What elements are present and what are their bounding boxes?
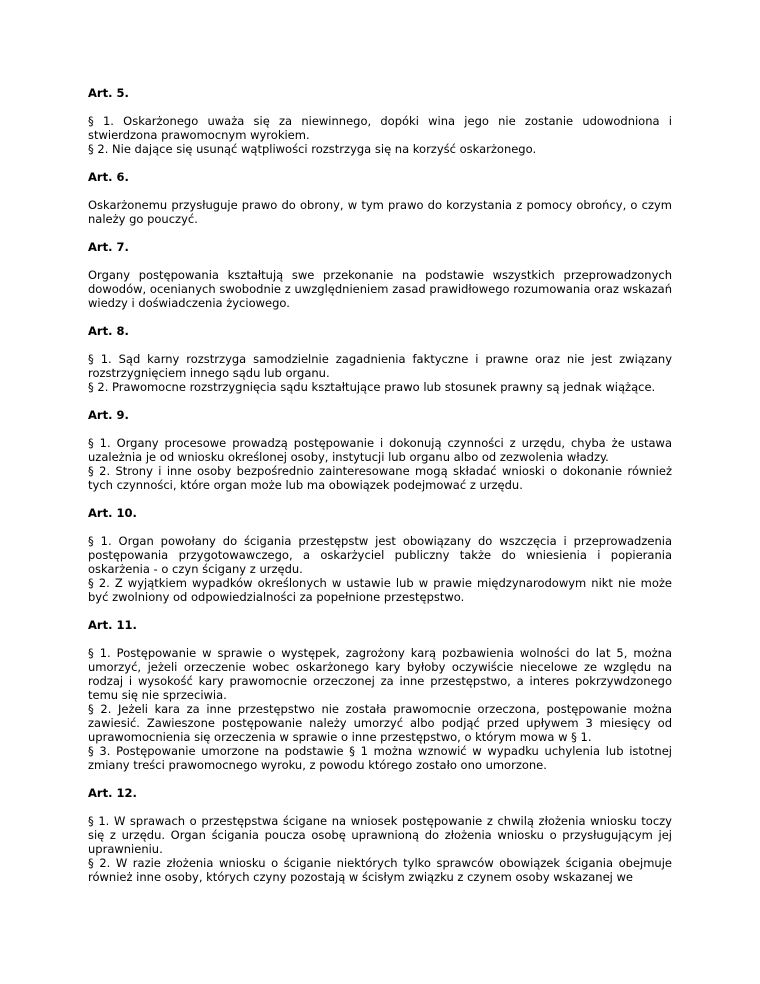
article-8 (88, 324, 672, 394)
paragraph: § 1. W sprawach o przestępstwa ścigane na wniosek postępowanie z chwilą złożenia wniosku toczy się z urzędu. Organ ścigania poucza osobę uprawnioną do złożenia wniosku o przysługującym jej uprawnieniu. (88, 814, 672, 856)
paragraph: § 1. Organ powołany do ścigania przestępstw jest obowiązany do wszczęcia i przeprowadzenia postępowania przygotowawczego, a oskarżyciel publiczny także do wniesienia i popierania oskarżenia - o czyn ścigany z urzędu. (88, 534, 672, 576)
article-title: Art. 12. (88, 786, 137, 800)
paragraph: Oskarżonemu przysługuje prawo do obrony, w tym prawo do korzystania z pomocy obrońcy, o czym należy go pouczyć. (88, 198, 672, 226)
paragraph: § 2. Z wyjątkiem wypadków określonych w ustawie lub w prawie międzynarodowym nikt nie może być zwolniony od odpowiedzialności za popełnione przestępstwo. (88, 576, 672, 604)
paragraph: Organy postępowania kształtują swe przekonanie na podstawie wszystkich przeprowadzonych dowodów, ocenianych swobodnie z uwzględnieniem zasad prawidłowego rozumowania oraz wskazań wiedzy i doświadczenia życiowego. (88, 268, 672, 310)
article-title: Art. 10. (88, 506, 137, 520)
article-6 (88, 170, 672, 226)
article-9 (88, 408, 672, 492)
article-title: Art. 11. (88, 618, 137, 632)
paragraph: § 2. Strony i inne osoby bezpośrednio zainteresowane mogą składać wnioski o dokonanie również tych czynności, które organ może lub ma obowiązek podejmować z urzędu. (88, 464, 672, 492)
article-12 (88, 786, 672, 884)
article-7 (88, 240, 672, 310)
paragraph: § 2. Nie dające się usunąć wątpliwości rozstrzyga się na korzyść oskarżonego. (88, 142, 537, 156)
article-title: Art. 5. (88, 86, 129, 100)
paragraph: § 1. Sąd karny rozstrzyga samodzielnie zagadnienia faktyczne i prawne oraz nie jest związany rozstrzygnięciem innego sądu lub organu. (88, 352, 672, 380)
paragraph: § 2. W razie złożenia wniosku o ściganie niektórych tylko sprawców obowiązek ścigania obejmuje również inne osoby, których czyny pozostają w ścisłym związku z czynem osoby wskazanej we (88, 856, 672, 884)
article-11 (88, 618, 672, 772)
paragraph: § 1. Oskarżonego uważa się za niewinnego, dopóki wina jego nie zostanie udowodniona i stwierdzona prawomocnym wyrokiem. (88, 114, 672, 142)
article-title: Art. 8. (88, 324, 129, 338)
article-5 (88, 86, 672, 156)
paragraph: § 3. Postępowanie umorzone na podstawie § 1 można wznowić w wypadku uchylenia lub istotnej zmiany treści prawomocnego wyroku, z powodu którego zostało ono umorzone. (88, 744, 672, 772)
article-10 (88, 506, 672, 604)
article-title: Art. 6. (88, 170, 129, 184)
paragraph: § 2. Jeżeli kara za inne przestępstwo nie została prawomocnie orzeczona, postępowanie można zawiesić. Zawieszone postępowanie należy umorzyć albo podjąć przed upływem 3 miesięcy od uprawomocnienia się orzeczenia w sprawie o inne przestępstwo, o którym mowa w § 1. (88, 702, 672, 744)
article-title: Art. 7. (88, 240, 129, 254)
paragraph: § 1. Postępowanie w sprawie o występek, zagrożony karą pozbawienia wolności do lat 5, można umorzyć, jeżeli orzeczenie wobec oskarżonego kary byłoby oczywiście niecelowe ze względu na rodzaj i wysokość kary prawomocnie orzeczonej za inne przestępstwo, a interes pokrzywdzonego temu się nie sprzeciwia. (88, 646, 672, 702)
document-page (88, 86, 672, 898)
article-title: Art. 9. (88, 408, 129, 422)
paragraph: § 2. Prawomocne rozstrzygnięcia sądu kształtujące prawo lub stosunek prawny są jednak wiążące. (88, 380, 656, 394)
paragraph: § 1. Organy procesowe prowadzą postępowanie i dokonują czynności z urzędu, chyba że ustawa uzależnia je od wniosku określonej osoby, instytucji lub organu albo od zezwolenia władzy. (88, 436, 672, 464)
